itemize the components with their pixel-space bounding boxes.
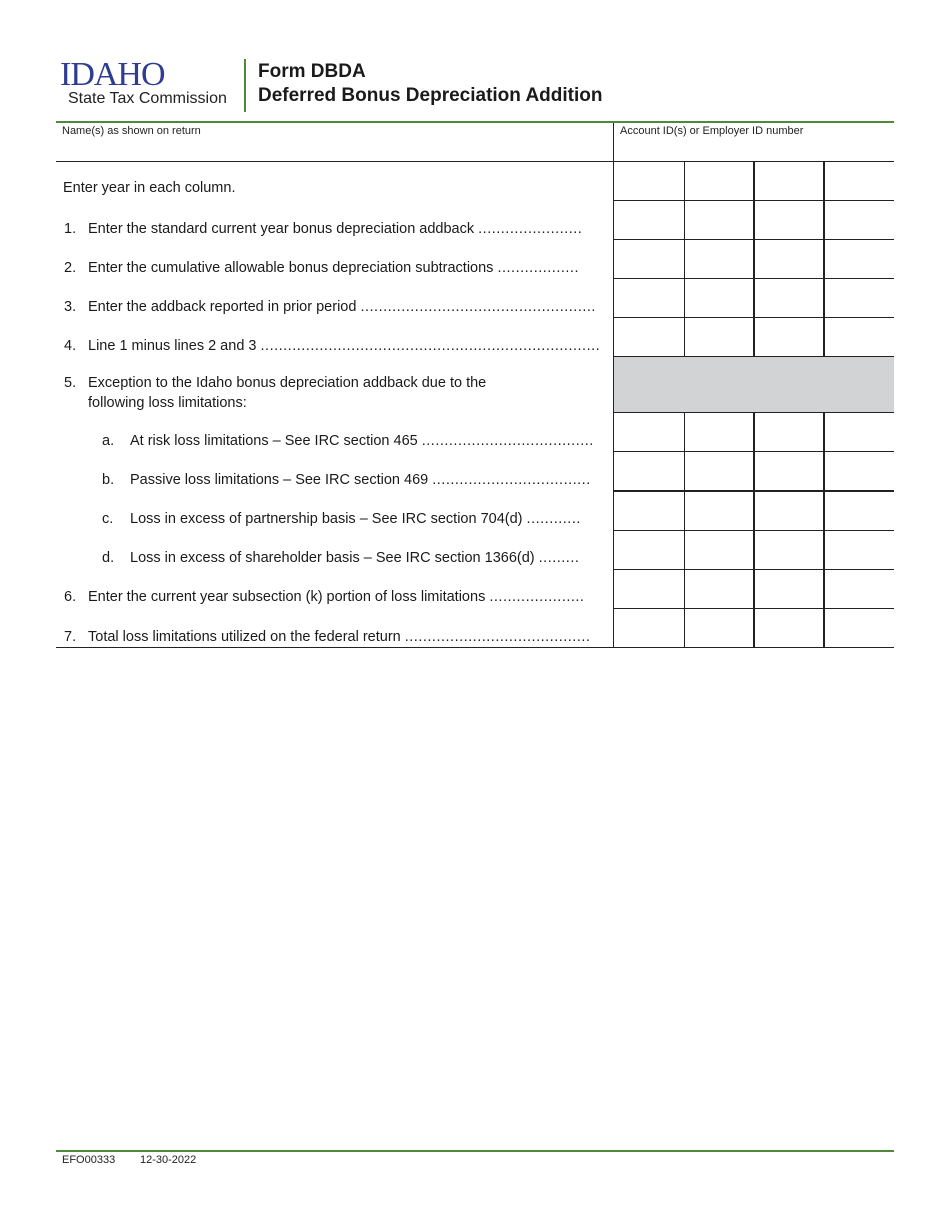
line-7-text — [88, 629, 590, 645]
name-field-label: Name(s) as shown on return — [62, 125, 201, 137]
line-5-text: Exception to the Idaho bonus depreciation addback due to the — [88, 375, 487, 391]
column-divider — [684, 412, 685, 648]
line-label: Enter the current year subsection (k) portion of loss limitations — [88, 589, 486, 605]
line-label: At risk loss limitations – See IRC section 465 — [130, 433, 418, 449]
line-2-text — [88, 260, 579, 276]
field-divider — [613, 123, 614, 161]
form-number: Form DBDA — [258, 61, 366, 82]
header-divider — [244, 59, 246, 112]
instructions-text: Enter year in each column. — [63, 180, 236, 196]
form-code: EFO00333 — [62, 1154, 116, 1166]
account-id-field-label: Account ID(s) or Employer ID number — [620, 125, 804, 137]
form-title: Deferred Bonus Depreciation Addition — [258, 85, 603, 106]
column-divider — [613, 161, 614, 648]
line-number: 5. — [64, 375, 77, 391]
line-label: Loss in excess of partnership basis – See IRC section 704(d) — [130, 511, 523, 527]
line-5b-text — [130, 472, 591, 488]
line-number: 1. — [64, 221, 77, 237]
dot-leader: ...................................... — [421, 433, 594, 449]
grid-bottom-line — [56, 647, 894, 648]
dot-leader: ......................................... — [404, 629, 591, 645]
line-5c-text — [130, 511, 581, 527]
year-input-col2[interactable] — [685, 162, 753, 201]
dot-leader: ....................... — [478, 221, 583, 237]
year-input-col4[interactable] — [825, 162, 894, 201]
line-label: Passive loss limitations – See IRC section 469 — [130, 472, 429, 488]
line-letter: c. — [102, 511, 114, 527]
dot-leader: ........................................................................... — [260, 338, 601, 354]
dot-leader: .................................................... — [360, 299, 596, 315]
line-label: Enter the addback reported in prior period — [88, 299, 357, 315]
dot-leader: ..................... — [489, 589, 585, 605]
logo-wordmark: IDAHO — [60, 56, 165, 93]
dot-leader: ............ — [526, 511, 581, 527]
line-label: Total loss limitations utilized on the federal return — [88, 629, 401, 645]
line-3-text — [88, 299, 596, 315]
line-label: Enter the cumulative allowable bonus depreciation subtractions — [88, 260, 494, 276]
year-input-col3[interactable] — [755, 162, 823, 201]
dot-leader: ................................... — [432, 472, 591, 488]
dot-leader: ......... — [538, 550, 580, 566]
line-label: Line 1 minus lines 2 and 3 — [88, 338, 257, 354]
idaho-logo — [60, 58, 240, 110]
shaded-header-area — [614, 357, 894, 412]
column-divider — [823, 412, 825, 648]
line-number: 3. — [64, 299, 77, 315]
logo-subtitle: State Tax Commission — [68, 90, 227, 107]
line-letter: b. — [102, 472, 115, 488]
line-1-text — [88, 221, 582, 237]
line-letter: a. — [102, 433, 115, 449]
footer-rule — [56, 1150, 894, 1152]
line-number: 4. — [64, 338, 77, 354]
line-5a-text — [130, 433, 594, 449]
line-6-text — [88, 589, 584, 605]
column-divider — [753, 412, 755, 648]
line-number: 7. — [64, 629, 77, 645]
line-number: 6. — [64, 589, 77, 605]
line-letter: d. — [102, 550, 115, 566]
revision-date: 12-30-2022 — [140, 1154, 197, 1166]
line-label: Loss in excess of shareholder basis – See IRC section 1366(d) — [130, 550, 535, 566]
line-5d-text — [130, 550, 579, 566]
line-number: 2. — [64, 260, 77, 276]
line-5-text-cont: following loss limitations: — [88, 395, 247, 411]
year-input-col1[interactable] — [614, 162, 684, 201]
line-4-text — [88, 338, 600, 354]
dot-leader: .................. — [497, 260, 579, 276]
line-label: Enter the standard current year bonus depreciation addback — [88, 221, 475, 237]
